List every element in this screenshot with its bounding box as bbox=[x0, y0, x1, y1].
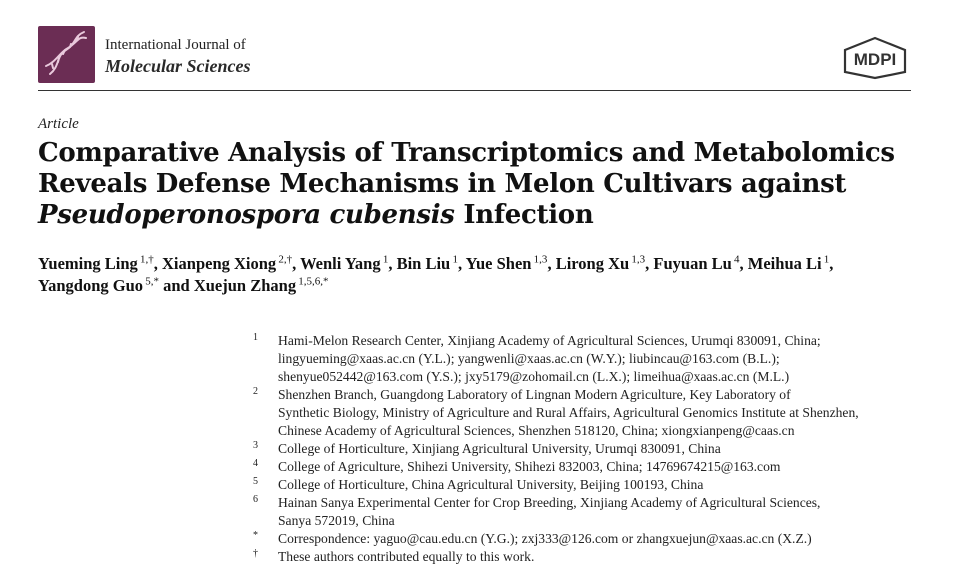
author-separator: , bbox=[292, 254, 301, 273]
mdpi-logo bbox=[839, 36, 911, 80]
author-separator: , bbox=[547, 254, 556, 273]
author bbox=[466, 254, 548, 273]
author bbox=[38, 276, 159, 295]
article-type: Article bbox=[38, 116, 79, 132]
author-name: Xianpeng Xiong bbox=[162, 254, 277, 273]
author-separator: , bbox=[829, 254, 834, 273]
affiliation-text: lingyueming@xaas.ac.cn (Y.L.); yangwenli@xaas.ac.cn (W.Y.); liubincau@163.com (B.L.); bbox=[278, 351, 780, 366]
author-list bbox=[38, 253, 928, 297]
affiliation-text: Sanya 572019, China bbox=[278, 513, 395, 528]
journal-name bbox=[105, 36, 251, 77]
affiliation-text: College of Horticulture, China Agricultural University, Beijing 100193, China bbox=[278, 477, 704, 492]
affiliation-list bbox=[253, 332, 923, 566]
title-line3-rest: Infection bbox=[454, 200, 594, 230]
author-separator: , bbox=[457, 254, 466, 273]
affiliation-number: 5 bbox=[253, 476, 258, 487]
author-affiliation-marker: 1,3 bbox=[629, 253, 646, 266]
affiliation-text: Correspondence: yaguo@cau.edu.cn (Y.G.); zxj333@126.com or zhangxuejun@xaas.ac.cn (X.Z.) bbox=[278, 531, 812, 546]
author bbox=[556, 254, 645, 273]
author-affiliation-marker: 4 bbox=[731, 253, 740, 266]
author-separator: , bbox=[388, 254, 397, 273]
author-name: Meihua Li bbox=[747, 254, 822, 273]
journal-header bbox=[38, 26, 911, 90]
affiliation-item bbox=[253, 494, 923, 530]
affiliation-item bbox=[253, 476, 923, 494]
author-name: Yueming Ling bbox=[38, 254, 138, 273]
title-line1: Comparative Analysis of Transcriptomics and Metabolomics bbox=[38, 138, 895, 168]
title-organism: Pseudoperonospora cubensis bbox=[38, 200, 455, 230]
affiliation-number: 1 bbox=[253, 332, 258, 343]
affiliation-item bbox=[253, 440, 923, 458]
affiliation-text: Chinese Academy of Agricultural Sciences, Shenzhen 518120, China; xiongxianpeng@caas.cn bbox=[278, 423, 795, 438]
author-separator: , bbox=[739, 254, 748, 273]
affiliation-item bbox=[253, 548, 923, 566]
author bbox=[162, 254, 292, 273]
affiliation-text: College of Agriculture, Shihezi University, Shihezi 832003, China; 14769674215@163.com bbox=[278, 459, 781, 474]
affiliation-number: † bbox=[253, 548, 258, 559]
affiliation-number: 6 bbox=[253, 494, 258, 505]
affiliation-text: Hainan Sanya Experimental Center for Crop Breeding, Xinjiang Academy of Agricultural Sciences, bbox=[278, 495, 821, 510]
author-separator: , bbox=[153, 254, 163, 273]
affiliation-text: shenyue052442@163.com (Y.S.); jxy5179@zohomail.cn (L.X.); limeihua@xaas.ac.cn (M.L.) bbox=[278, 369, 790, 384]
author-affiliation-marker: 1 bbox=[821, 253, 830, 266]
author-separator: and bbox=[158, 276, 194, 295]
author-name: Yangdong Guo bbox=[38, 276, 144, 295]
journal-logo bbox=[38, 26, 95, 83]
author-affiliation-marker: 5,* bbox=[143, 275, 159, 288]
affiliation-text: Hami-Melon Research Center, Xinjiang Academy of Agricultural Sciences, Urumqi 830091, China; bbox=[278, 333, 821, 348]
author-separator: , bbox=[645, 254, 654, 273]
affiliation-item bbox=[253, 530, 923, 548]
affiliation-number: 2 bbox=[253, 386, 258, 397]
affiliation-text: Synthetic Biology, Ministry of Agriculture and Rural Affairs, Agricultural Genomics Institute at Shenzhen, bbox=[278, 405, 859, 420]
journal-name-line2: Molecular Sciences bbox=[105, 56, 251, 76]
affiliation-item bbox=[253, 458, 923, 476]
author bbox=[653, 254, 739, 273]
author bbox=[748, 254, 830, 273]
author-affiliation-marker: 1,3 bbox=[531, 253, 548, 266]
author-affiliation-marker: 1,† bbox=[137, 253, 154, 266]
publisher-name: MDPI bbox=[853, 50, 897, 69]
affiliation-text: Shenzhen Branch, Guangdong Laboratory of Lingnan Modern Agriculture, Key Laboratory of bbox=[278, 387, 791, 402]
author-name: Fuyuan Lu bbox=[653, 254, 732, 273]
affiliation-number: 3 bbox=[253, 440, 258, 451]
affiliation-text: These authors contributed equally to this work. bbox=[278, 549, 535, 564]
author bbox=[194, 276, 329, 295]
author-name: Wenli Yang bbox=[300, 254, 381, 273]
author-affiliation-marker: 2,† bbox=[276, 253, 293, 266]
author bbox=[300, 254, 388, 273]
affiliation-text: College of Horticulture, Xinjiang Agricultural University, Urumqi 830091, China bbox=[278, 441, 721, 456]
author-name: Bin Liu bbox=[396, 254, 451, 273]
affiliation-number: 4 bbox=[253, 458, 258, 469]
author-affiliation-marker: 1,5,6,* bbox=[296, 275, 329, 288]
header-divider bbox=[38, 90, 911, 91]
affiliation-item bbox=[253, 386, 923, 440]
journal-name-line1: International Journal of bbox=[105, 37, 246, 53]
affiliation-item bbox=[253, 332, 923, 386]
author-affiliation-marker: 1 bbox=[380, 253, 389, 266]
dna-helix-icon bbox=[38, 26, 95, 83]
title-line2: Reveals Defense Mechanisms in Melon Cultivars against bbox=[38, 169, 847, 199]
author-name: Xuejun Zhang bbox=[193, 276, 297, 295]
author-affiliation-marker: 1 bbox=[450, 253, 458, 266]
author-name: Lirong Xu bbox=[555, 254, 630, 273]
author-name: Yue Shen bbox=[465, 254, 532, 273]
affiliation-number: * bbox=[253, 530, 258, 541]
article-title bbox=[38, 138, 918, 231]
author bbox=[397, 254, 458, 273]
author bbox=[38, 254, 154, 273]
